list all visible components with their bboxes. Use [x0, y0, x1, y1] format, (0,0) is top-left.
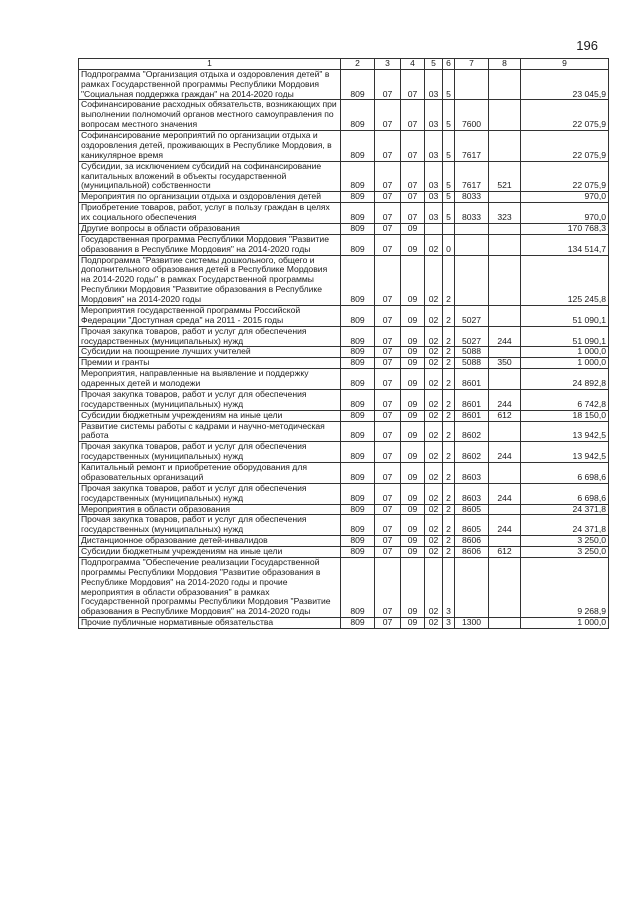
- code-cell: 07: [375, 161, 401, 192]
- code-cell: 02: [425, 557, 443, 617]
- row-name-cell: Прочая закупка товаров, работ и услуг для обеспечения государственных (муниципальных) нужд: [79, 442, 341, 463]
- code-cell: 07: [401, 192, 425, 203]
- code-cell: 809: [341, 305, 375, 326]
- row-name-cell: Субсидии бюджетным учреждениям на иные цели: [79, 547, 341, 558]
- row-name-cell: Прочая закупка товаров, работ и услуг для обеспечения государственных (муниципальных) нужд: [79, 389, 341, 410]
- code-cell: [489, 305, 521, 326]
- amount-cell: 22 075,9: [521, 100, 609, 131]
- code-cell: [489, 223, 521, 234]
- code-cell: 07: [375, 483, 401, 504]
- code-cell: 03: [425, 69, 443, 100]
- table-row: [79, 442, 609, 463]
- code-cell: 8601: [455, 369, 489, 390]
- code-cell: 09: [401, 483, 425, 504]
- code-cell: 02: [425, 536, 443, 547]
- code-cell: 09: [401, 223, 425, 234]
- code-cell: 09: [401, 536, 425, 547]
- code-cell: [489, 131, 521, 162]
- amount-cell: 51 090,1: [521, 305, 609, 326]
- code-cell: 07: [375, 369, 401, 390]
- code-cell: 07: [375, 515, 401, 536]
- amount-cell: 22 075,9: [521, 131, 609, 162]
- code-cell: 5027: [455, 326, 489, 347]
- code-cell: 02: [425, 463, 443, 484]
- code-cell: 8601: [455, 410, 489, 421]
- code-cell: [489, 192, 521, 203]
- code-cell: 07: [375, 326, 401, 347]
- code-cell: 07: [375, 358, 401, 369]
- table-row: [79, 203, 609, 224]
- code-cell: [489, 421, 521, 442]
- code-cell: 07: [375, 234, 401, 255]
- code-cell: [489, 100, 521, 131]
- amount-cell: 970,0: [521, 192, 609, 203]
- table-row: [79, 389, 609, 410]
- column-header: 9: [521, 59, 609, 70]
- code-cell: 612: [489, 547, 521, 558]
- code-cell: 02: [425, 442, 443, 463]
- code-cell: 809: [341, 192, 375, 203]
- table-row: [79, 131, 609, 162]
- code-cell: [489, 557, 521, 617]
- code-cell: 03: [425, 131, 443, 162]
- code-cell: 07: [401, 100, 425, 131]
- table-row: [79, 483, 609, 504]
- code-cell: 8603: [455, 463, 489, 484]
- amount-cell: 3 250,0: [521, 536, 609, 547]
- code-cell: 07: [375, 410, 401, 421]
- column-header: 7: [455, 59, 489, 70]
- row-name-cell: Прочая закупка товаров, работ и услуг для обеспечения государственных (муниципальных) нужд: [79, 326, 341, 347]
- code-cell: 02: [425, 255, 443, 305]
- table-row: [79, 557, 609, 617]
- column-header: 8: [489, 59, 521, 70]
- amount-cell: 18 150,0: [521, 410, 609, 421]
- code-cell: [489, 347, 521, 358]
- code-cell: 809: [341, 234, 375, 255]
- code-cell: 809: [341, 618, 375, 629]
- code-cell: 5: [443, 161, 455, 192]
- code-cell: 02: [425, 515, 443, 536]
- code-cell: 09: [401, 234, 425, 255]
- code-cell: 8606: [455, 547, 489, 558]
- code-cell: 03: [425, 192, 443, 203]
- code-cell: 09: [401, 442, 425, 463]
- table-row: [79, 192, 609, 203]
- code-cell: 07: [375, 69, 401, 100]
- code-cell: 5: [443, 192, 455, 203]
- code-cell: 809: [341, 100, 375, 131]
- code-cell: 02: [425, 421, 443, 442]
- code-cell: 07: [375, 347, 401, 358]
- code-cell: [443, 223, 455, 234]
- code-cell: 2: [443, 305, 455, 326]
- code-cell: 02: [425, 305, 443, 326]
- amount-cell: 23 045,9: [521, 69, 609, 100]
- code-cell: 07: [375, 547, 401, 558]
- amount-cell: 24 892,8: [521, 369, 609, 390]
- row-name-cell: Прочие публичные нормативные обязательства: [79, 618, 341, 629]
- code-cell: 07: [401, 161, 425, 192]
- code-cell: 2: [443, 515, 455, 536]
- code-cell: 09: [401, 347, 425, 358]
- code-cell: [489, 618, 521, 629]
- code-cell: [489, 504, 521, 515]
- code-cell: [455, 69, 489, 100]
- code-cell: 244: [489, 515, 521, 536]
- code-cell: 809: [341, 547, 375, 558]
- code-cell: 09: [401, 421, 425, 442]
- code-cell: 3: [443, 618, 455, 629]
- table-row: [79, 515, 609, 536]
- amount-cell: 6 698,6: [521, 483, 609, 504]
- amount-cell: 3 250,0: [521, 547, 609, 558]
- code-cell: 0: [443, 234, 455, 255]
- code-cell: 809: [341, 557, 375, 617]
- code-cell: 8601: [455, 389, 489, 410]
- amount-cell: 24 371,8: [521, 515, 609, 536]
- code-cell: 07: [375, 557, 401, 617]
- table-row: [79, 326, 609, 347]
- code-cell: 7617: [455, 161, 489, 192]
- code-cell: 07: [375, 421, 401, 442]
- code-cell: 809: [341, 255, 375, 305]
- row-name-cell: Приобретение товаров, работ, услуг в пользу граждан в целях их социального обеспечения: [79, 203, 341, 224]
- row-name-cell: Прочая закупка товаров, работ и услуг для обеспечения государственных (муниципальных) нужд: [79, 483, 341, 504]
- code-cell: 809: [341, 421, 375, 442]
- code-cell: 09: [401, 618, 425, 629]
- code-cell: 07: [375, 255, 401, 305]
- code-cell: 02: [425, 483, 443, 504]
- page-number: 196: [576, 38, 598, 53]
- row-name-cell: Мероприятия государственной программы Российской Федерации "Доступная среда" на 2011 - 2015 годы: [79, 305, 341, 326]
- table-row: [79, 421, 609, 442]
- code-cell: 09: [401, 305, 425, 326]
- code-cell: 2: [443, 255, 455, 305]
- code-cell: 03: [425, 161, 443, 192]
- amount-cell: 6 698,6: [521, 463, 609, 484]
- code-cell: 8602: [455, 421, 489, 442]
- code-cell: 2: [443, 410, 455, 421]
- amount-cell: 24 371,8: [521, 504, 609, 515]
- code-cell: 809: [341, 504, 375, 515]
- table-body: [79, 69, 609, 628]
- table-row: [79, 410, 609, 421]
- code-cell: 02: [425, 358, 443, 369]
- amount-cell: 13 942,5: [521, 421, 609, 442]
- code-cell: 5027: [455, 305, 489, 326]
- code-cell: 244: [489, 389, 521, 410]
- code-cell: 09: [401, 326, 425, 347]
- code-cell: [489, 234, 521, 255]
- row-name-cell: Дистанционное образование детей-инвалидов: [79, 536, 341, 547]
- table-row: [79, 234, 609, 255]
- row-name-cell: Прочая закупка товаров, работ и услуг для обеспечения государственных (муниципальных) нужд: [79, 515, 341, 536]
- column-header: 6: [443, 59, 455, 70]
- row-name-cell: Субсидии бюджетным учреждениям на иные цели: [79, 410, 341, 421]
- row-name-cell: Субсидии, за исключением субсидий на софинансирование капитальных вложений в объекты государственной (муниципальной) собственности: [79, 161, 341, 192]
- code-cell: 07: [375, 536, 401, 547]
- amount-cell: 134 514,7: [521, 234, 609, 255]
- code-cell: 8606: [455, 536, 489, 547]
- code-cell: [489, 69, 521, 100]
- code-cell: 2: [443, 389, 455, 410]
- code-cell: 244: [489, 326, 521, 347]
- code-cell: 350: [489, 358, 521, 369]
- table-row: [79, 618, 609, 629]
- code-cell: 809: [341, 69, 375, 100]
- code-cell: 07: [375, 100, 401, 131]
- row-name-cell: Мероприятия в области образования: [79, 504, 341, 515]
- code-cell: 07: [375, 192, 401, 203]
- code-cell: 07: [401, 131, 425, 162]
- code-cell: 09: [401, 369, 425, 390]
- code-cell: 244: [489, 442, 521, 463]
- code-cell: [455, 223, 489, 234]
- row-name-cell: Другие вопросы в области образования: [79, 223, 341, 234]
- column-header: 1: [79, 59, 341, 70]
- code-cell: 809: [341, 131, 375, 162]
- code-cell: 09: [401, 358, 425, 369]
- code-cell: 2: [443, 421, 455, 442]
- code-cell: 5: [443, 131, 455, 162]
- code-cell: 5: [443, 69, 455, 100]
- code-cell: [455, 255, 489, 305]
- code-cell: 07: [375, 131, 401, 162]
- row-name-cell: Развитие системы работы с кадрами и научно-методическая работа: [79, 421, 341, 442]
- code-cell: 521: [489, 161, 521, 192]
- table-row: [79, 536, 609, 547]
- code-cell: 02: [425, 618, 443, 629]
- amount-cell: 1 000,0: [521, 618, 609, 629]
- code-cell: 2: [443, 463, 455, 484]
- row-name-cell: Мероприятия по организации отдыха и оздоровления детей: [79, 192, 341, 203]
- code-cell: 2: [443, 536, 455, 547]
- row-name-cell: Софинансирование расходных обязательств, возникающих при выполнении полномочий органов местного самоуправления по вопросам местного значения: [79, 100, 341, 131]
- code-cell: 7617: [455, 131, 489, 162]
- code-cell: 809: [341, 203, 375, 224]
- code-cell: 09: [401, 515, 425, 536]
- code-cell: [489, 255, 521, 305]
- row-name-cell: Подпрограмма "Организация отдыха и оздоровления детей" в рамках Государственной программы Республики Мордовия "Социальная поддержка граждан" на 2014-2020 годы: [79, 69, 341, 100]
- table-row: [79, 69, 609, 100]
- table-row: [79, 223, 609, 234]
- table-row: [79, 504, 609, 515]
- code-cell: 02: [425, 547, 443, 558]
- amount-cell: 1 000,0: [521, 347, 609, 358]
- code-cell: 03: [425, 203, 443, 224]
- column-header: 3: [375, 59, 401, 70]
- code-cell: 8603: [455, 483, 489, 504]
- column-header: 2: [341, 59, 375, 70]
- code-cell: 8605: [455, 504, 489, 515]
- code-cell: 809: [341, 326, 375, 347]
- code-cell: 09: [401, 504, 425, 515]
- code-cell: 8605: [455, 515, 489, 536]
- row-name-cell: Государственная программа Республики Мордовия "Развитие образования в Республике Мордовия" на 2014-2020 годы: [79, 234, 341, 255]
- table-header-row: [79, 59, 609, 70]
- code-cell: 809: [341, 223, 375, 234]
- row-name-cell: Субсидии на поощрение лучших учителей: [79, 347, 341, 358]
- table-row: [79, 100, 609, 131]
- row-name-cell: Подпрограмма "Обеспечение реализации Государственной программы Республики Мордовия "Развитие образования в Республике Мордовия" на 2014-2020 годы и прочие мероприятия в области образования" в рамках Государственной программы Республики Мордовия "Развитие образования в Республике Мордовия" на 2014-2020 годы: [79, 557, 341, 617]
- code-cell: 809: [341, 483, 375, 504]
- row-name-cell: Премии и гранты: [79, 358, 341, 369]
- code-cell: 03: [425, 100, 443, 131]
- code-cell: 612: [489, 410, 521, 421]
- code-cell: 5: [443, 203, 455, 224]
- amount-cell: 9 268,9: [521, 557, 609, 617]
- code-cell: 809: [341, 442, 375, 463]
- amount-cell: 22 075,9: [521, 161, 609, 192]
- table-row: [79, 463, 609, 484]
- table-row: [79, 305, 609, 326]
- code-cell: 02: [425, 504, 443, 515]
- code-cell: 02: [425, 389, 443, 410]
- amount-cell: 970,0: [521, 203, 609, 224]
- code-cell: 8033: [455, 203, 489, 224]
- table-row: [79, 369, 609, 390]
- code-cell: 8602: [455, 442, 489, 463]
- amount-cell: 51 090,1: [521, 326, 609, 347]
- table-row: [79, 347, 609, 358]
- amount-cell: 1 000,0: [521, 358, 609, 369]
- code-cell: 244: [489, 483, 521, 504]
- column-header: 4: [401, 59, 425, 70]
- code-cell: 09: [401, 547, 425, 558]
- code-cell: 09: [401, 410, 425, 421]
- code-cell: 2: [443, 504, 455, 515]
- code-cell: 2: [443, 547, 455, 558]
- code-cell: 809: [341, 536, 375, 547]
- code-cell: 2: [443, 347, 455, 358]
- code-cell: 09: [401, 463, 425, 484]
- row-name-cell: Мероприятия, направленные на выявление и поддержку одаренных детей и молодежи: [79, 369, 341, 390]
- row-name-cell: Софинансирование мероприятий по организации отдыха и оздоровления детей, проживающих в Республике Мордовия, в каникулярное время: [79, 131, 341, 162]
- amount-cell: 6 742,8: [521, 389, 609, 410]
- code-cell: 5088: [455, 358, 489, 369]
- code-cell: 809: [341, 515, 375, 536]
- code-cell: [425, 223, 443, 234]
- amount-cell: 13 942,5: [521, 442, 609, 463]
- code-cell: 809: [341, 389, 375, 410]
- code-cell: 07: [375, 305, 401, 326]
- code-cell: [489, 463, 521, 484]
- code-cell: 07: [401, 203, 425, 224]
- code-cell: 02: [425, 326, 443, 347]
- code-cell: [489, 536, 521, 547]
- code-cell: 09: [401, 389, 425, 410]
- code-cell: 07: [375, 203, 401, 224]
- code-cell: 7600: [455, 100, 489, 131]
- amount-cell: 170 768,3: [521, 223, 609, 234]
- code-cell: 2: [443, 369, 455, 390]
- code-cell: 809: [341, 410, 375, 421]
- code-cell: 02: [425, 369, 443, 390]
- code-cell: 809: [341, 161, 375, 192]
- code-cell: [455, 557, 489, 617]
- code-cell: 1300: [455, 618, 489, 629]
- code-cell: 809: [341, 369, 375, 390]
- table-row: [79, 547, 609, 558]
- code-cell: 323: [489, 203, 521, 224]
- code-cell: 09: [401, 557, 425, 617]
- code-cell: [455, 234, 489, 255]
- code-cell: 07: [375, 463, 401, 484]
- code-cell: 07: [375, 504, 401, 515]
- code-cell: 02: [425, 410, 443, 421]
- code-cell: 5: [443, 100, 455, 131]
- code-cell: 2: [443, 442, 455, 463]
- code-cell: 809: [341, 358, 375, 369]
- code-cell: 2: [443, 326, 455, 347]
- code-cell: 07: [375, 389, 401, 410]
- table-row: [79, 358, 609, 369]
- code-cell: 07: [375, 223, 401, 234]
- code-cell: 8033: [455, 192, 489, 203]
- code-cell: 07: [401, 69, 425, 100]
- amount-cell: 125 245,8: [521, 255, 609, 305]
- code-cell: 07: [375, 618, 401, 629]
- code-cell: 2: [443, 358, 455, 369]
- column-header: 5: [425, 59, 443, 70]
- budget-table: [78, 58, 609, 629]
- row-name-cell: Капитальный ремонт и приобретение оборудования для образовательных организаций: [79, 463, 341, 484]
- code-cell: 3: [443, 557, 455, 617]
- code-cell: 02: [425, 347, 443, 358]
- table-row: [79, 161, 609, 192]
- code-cell: 5088: [455, 347, 489, 358]
- table-row: [79, 255, 609, 305]
- code-cell: 2: [443, 483, 455, 504]
- code-cell: 809: [341, 347, 375, 358]
- code-cell: 809: [341, 463, 375, 484]
- code-cell: 07: [375, 442, 401, 463]
- code-cell: 02: [425, 234, 443, 255]
- code-cell: [489, 369, 521, 390]
- code-cell: 09: [401, 255, 425, 305]
- row-name-cell: Подпрограмма "Развитие системы дошкольного, общего и дополнительного образования детей в Республике Мордовия на 2014-2020 годы" в рамках Государственной программы Республики Мордовия "Развитие образования в Республике Мордовия" на 2014-2020 годы: [79, 255, 341, 305]
